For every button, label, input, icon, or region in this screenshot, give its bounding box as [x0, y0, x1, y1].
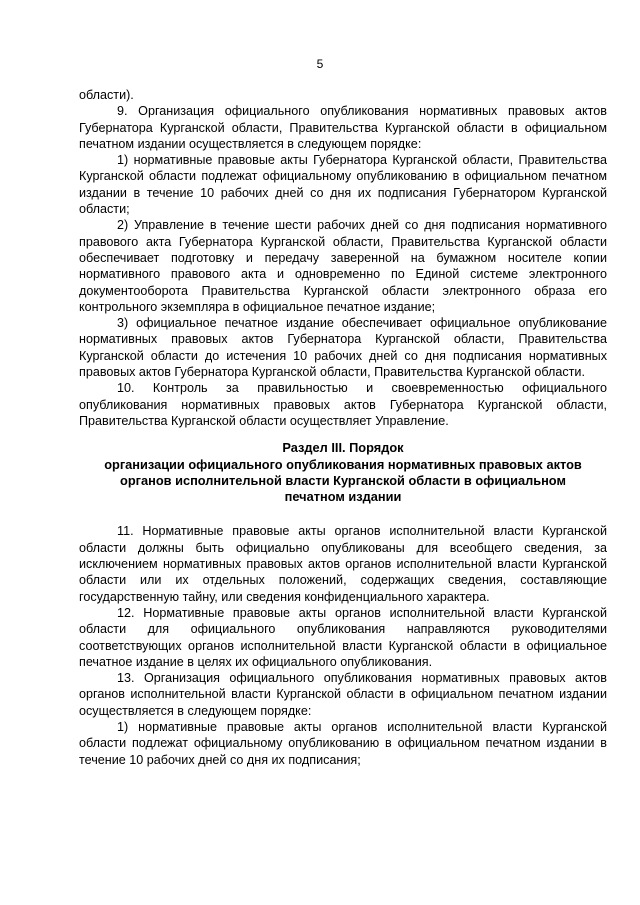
paragraph-item-13: 13. Организация официального опубликования нормативных правовых актов органов исполнительной власти Курганской области в официальном печатном издании осуществляется в следующем порядке:	[79, 671, 607, 718]
paragraph-item-9-3: 3) официальное печатное издание обеспечивает официальное опубликование нормативных правовых актов Губернатора Курганской области, Правительства Курганской области до истечения 10 рабочих дней со дня подписания нормативных правовых актов Губернатора Курганской области, Правительства Курганской области.	[79, 316, 607, 380]
section-title: Раздел III. Порядок	[282, 440, 404, 456]
section-subtitle-line-1: организации официального опубликования нормативных правовых актов	[104, 456, 582, 472]
document-body	[79, 87, 607, 768]
paragraph-item-12: 12. Нормативные правовые акты органов исполнительной власти Курганской области для официального опубликования направляются руководителями соответствующих органов исполнительной власти Курганской области в официальное печатное издание в целях их официального опубликования.	[79, 605, 607, 669]
paragraph-item-11: 11. Нормативные правовые акты органов исполнительной власти Курганской области должны быть официально опубликованы для всеобщего сведения, за исключением нормативных правовых актов органов исполнительной власти Курганской области или их отдельных положений, содержащих сведения, составляющие государственную тайну, или сведения конфиденциального характера.	[79, 524, 607, 604]
section-subtitle-line-2: органов исполнительной власти Курганской области в официальном	[120, 472, 566, 488]
paragraph-item-9-1: 1) нормативные правовые акты Губернатора Курганской области, Правительства Курганской области подлежат официальному опубликованию в официальном печатном издании в течение 10 рабочих дней со дня их подписания Губернатором Курганской области;	[79, 153, 607, 217]
paragraph-item-13-1: 1) нормативные правовые акты органов исполнительной власти Курганской области подлежат официальному опубликованию в официальном печатном издании в течение 10 рабочих дней со дня их подписания;	[79, 719, 607, 767]
section-heading	[79, 440, 607, 505]
paragraph-item-10: 10. Контроль за правильностью и своевременностью официального опубликования нормативных правовых актов Губернатора Курганской области, Правительства Курганской области осуществляет Управление.	[79, 381, 607, 428]
section-subtitle-line-3: печатном издании	[284, 489, 402, 505]
paragraph-item-9-2: 2) Управление в течение шести рабочих дней со дня подписания нормативного правового акта Губернатора Курганской области, Правительства Курганской области обеспечивает подготовку и передачу заверенной на бумажном носителе копии нормативного правового акта и одновременно по Единой системе электронного документооборота Правительства Курганской области электронного образа его контрольного экземпляра в официальное печатное издание;	[79, 218, 607, 314]
page-number: 5	[316, 57, 324, 71]
paragraph-item-9: 9. Организация официального опубликования нормативных правовых актов Губернатора Курганской области, Правительства Курганской области в официальном печатном издании осуществляется в следующем порядке:	[79, 104, 607, 151]
paragraph-continuation: области).	[79, 88, 134, 102]
